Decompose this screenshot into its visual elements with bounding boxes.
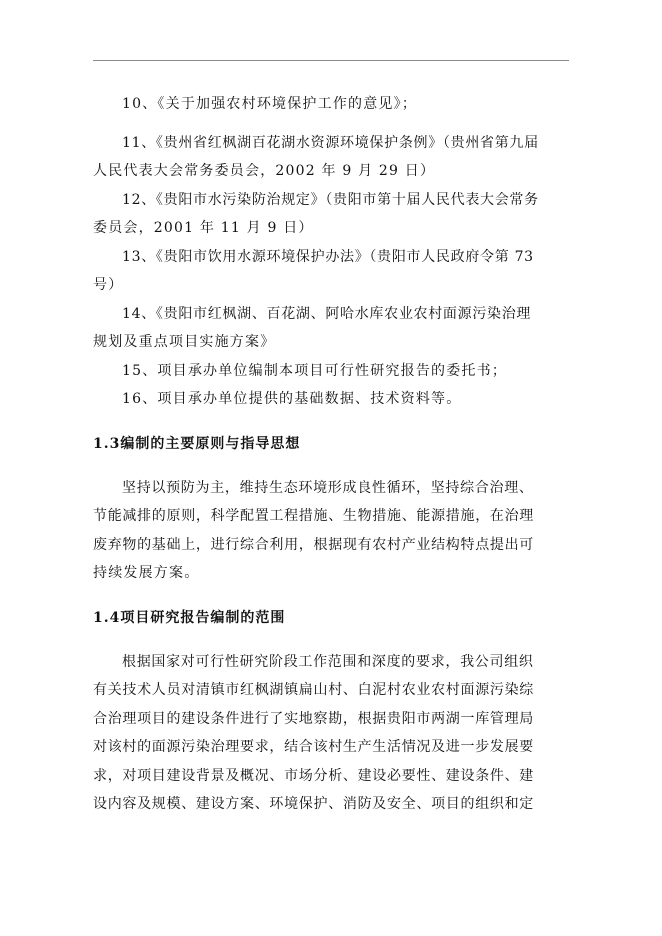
section-1-3-paragraph-line-3: 废弃物的基础上，进行综合利用，根据现有农村产业结构特点提出可 [93, 536, 534, 553]
reference-item-14-line-1: 14、《贵阳市红枫湖、百花湖、阿哈水库农业农村面源污染治理 [122, 305, 532, 322]
section-1-4-paragraph-line-3: 合治理项目的建设条件进行了实地察勘，根据贵阳市两湖一库管理局 [93, 710, 534, 727]
section-1-3-heading: 1.3编制的主要原则与指导思想 [93, 435, 301, 452]
reference-item-12-line-2: 委员会，2001 年 11 月 9 日） [93, 220, 314, 236]
section-1-4-paragraph-line-2: 有关技术人员对清镇市红枫湖镇扁山村、白泥村农业农村面源污染综 [93, 682, 534, 698]
reference-item-13-line-1: 13、《贵阳市饮用水源环境保护办法》（贵阳市人民政府令第 73 [122, 248, 534, 265]
reference-item-10: 10、《关于加强农村环境保护工作的意见》； [122, 96, 418, 112]
reference-item-14-line-2: 规划及重点项目实施方案》 [93, 334, 276, 350]
section-1-3-paragraph-line-1: 坚持以预防为主，维持生态环境形成良性循环，坚持综合治理、 [122, 479, 534, 496]
reference-item-16: 16、项目承办单位提供的基础数据、技术资料等。 [122, 391, 462, 407]
reference-item-13-line-2: 号） [93, 277, 124, 293]
section-1-4-paragraph-line-6: 设内容及规模、建设方案、环境保护、消防及安全、项目的组织和定 [93, 796, 534, 812]
document-body [93, 90, 569, 819]
reference-item-15: 15、项目承办单位编制本项目可行性研究报告的委托书； [122, 362, 508, 379]
reference-item-11-line-1: 11、《贵州省红枫湖百花湖水资源环境保护条例》（贵州省第九届 [122, 134, 539, 151]
section-1-3-paragraph-line-2: 节能减排的原则，科学配置工程措施、生物措施、能源措施，在治理 [93, 508, 534, 524]
header-rule [93, 60, 569, 61]
section-1-4-paragraph-line-5: 求，对项目建设背景及概况、市场分析、建设必要性、建设条件、建 [93, 767, 534, 784]
section-1-3-paragraph-line-4: 持续发展方案。 [93, 565, 200, 581]
section-1-4-paragraph-line-4: 对该村的面源污染治理要求，结合该村生产生活情况及进一步发展要 [93, 739, 534, 755]
section-1-4-paragraph-line-1: 根据国家对可行性研究阶段工作范围和深度的要求，我公司组织 [122, 653, 534, 670]
reference-item-11-line-2: 人民代表大会常务委员会，2002 年 9 月 29 日） [93, 163, 436, 179]
reference-item-12-line-1: 12、《贵阳市水污染防治规定》（贵阳市第十届人民代表大会常务 [122, 191, 539, 208]
section-1-4-heading: 1.4项目研究报告编制的范围 [93, 609, 286, 626]
